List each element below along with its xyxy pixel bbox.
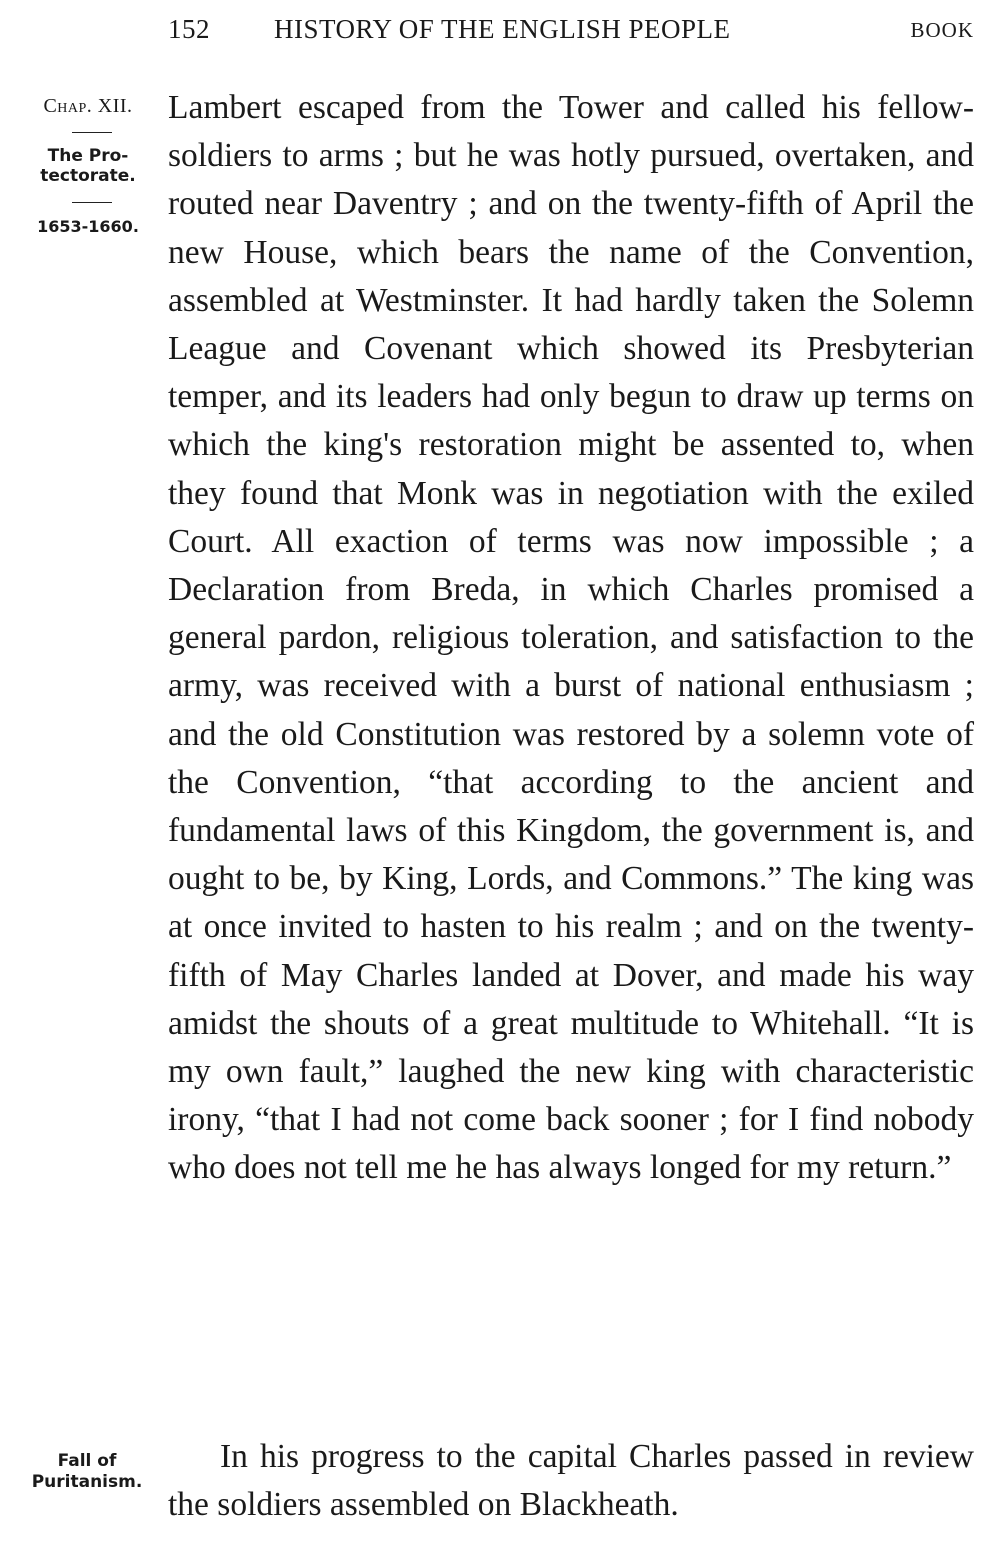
sidenote-date-range: 1653-1660. [37,217,139,236]
sidenote-topic-protectorate: The Pro-tectorate. [40,146,136,186]
sidenote-divider [72,132,112,133]
sidenote-topic-fall-of-puritanism: Fall of Puritanism. [31,1451,143,1492]
chapter-label: Chap. XII. [43,95,133,117]
running-header [168,14,974,48]
book-label: BOOK [910,18,974,42]
running-title: HISTORY OF THE ENGLISH PEOPLE [274,14,731,44]
main-text [168,84,974,1193]
page-number: 152 [168,14,210,44]
sidenote-divider [72,202,112,203]
paragraph-2: In his progress to the capital Charles passed in review the soldiers assembled on Blackheath. [168,1438,974,1524]
paragraph-1: Lambert escaped from the Tower and called his fellow-soldiers to arms ; but he was hotly pursued, overtaken, and routed near Daventry ; and on the twenty-fifth of April the new House, which bears the name of the Convention, assembled at Westminster. It had hardly taken the Solemn League and Covenant which showed its Presbyterian temper, and its leaders had only begun to draw up terms on which the king's restoration might be assented to, when they found that Monk was in negotiation with the exiled Court. All exaction of terms was now impossible ; a Declaration from Breda, in which Charles promised a general pardon, religious toleration, and satisfaction to the army, was received with a burst of national enthusiasm ; and the old Constitution was restored by a solemn vote of the Convention, “that according to the ancient and fundamental laws of this Kingdom, the government is, and ought to be, by King, Lords, and Commons.” The king was at once invited to hasten to his realm ; and on the twenty-fifth of May Charles landed at Dover, and made his way amidst the shouts of a great multitude to Whitehall. “It is my own fault,” laughed the new king with characteristic irony, “that I had not come back sooner ; for I find nobody who does not tell me he has always longed for my return.” [168,89,974,1187]
